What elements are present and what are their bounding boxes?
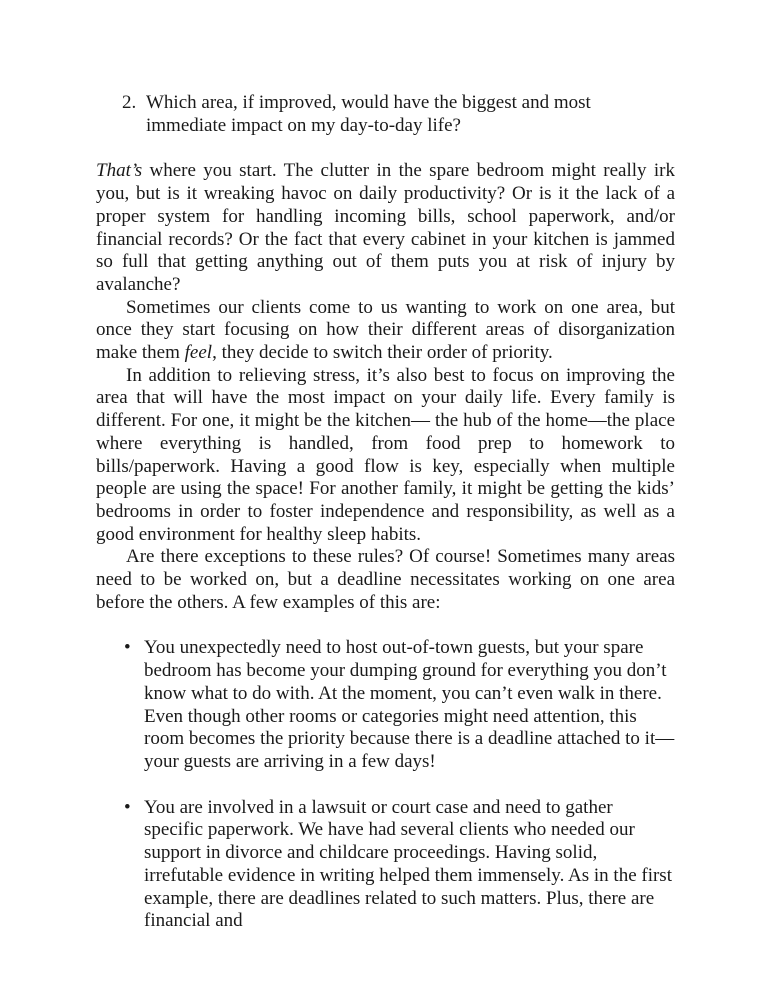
book-page: [96, 92, 675, 933]
list-number: 2.: [122, 92, 137, 113]
paragraph: [96, 546, 675, 614]
paragraph-text: Sometimes our clients come to us wanting to work on one area, but once they start focusing on how their different areas of disorganization make them: [96, 296, 675, 364]
bullet-list: [96, 637, 675, 932]
paragraph: [96, 160, 675, 296]
bullet-item: [124, 637, 675, 773]
bullet-item: [124, 797, 675, 933]
paragraph-text: , they decide to switch their order of priority.: [212, 342, 553, 364]
list-item-text: Which area, if improved, would have the biggest and most immediate impact on my day-to-day life?: [146, 92, 591, 136]
paragraph-text: In addition to relieving stress, it’s also best to focus on improving the area that will have the most impact on your daily life. Every family is different. For one, it might be the kitchen— the hub of the home—the place where everything is handled, from food prep to homework to bills/paperwork. Having a good flow is key, especially when multiple people are using the space! For another family, it might be getting the kids’ bedrooms in order to foster independence and responsibility, as well as a good environment for healthy sleep habits.: [96, 364, 675, 545]
bullet-text: You unexpectedly need to host out-of-town guests, but your spare bedroom has become your dumping ground for everything you don’t know what to do with. At the moment, you can’t even walk in there. Even though other rooms or categories might need attention, this room becomes the priority because there is a deadline attached to it—your guests are arriving in a few days!: [144, 637, 675, 772]
numbered-list-item: [122, 92, 675, 137]
bullet-symbol: •: [124, 637, 131, 659]
italic-emphasis: feel: [184, 342, 213, 364]
paragraph: [96, 365, 675, 547]
paragraph: [96, 297, 675, 365]
paragraph-text: where you start. The clutter in the spare bedroom might really irk you, but is it wreaking havoc on daily productivity? Or is it the lack of a proper system for handling incoming bills, school paperwork, and/or financial records? Or the fact that every cabinet in your kitchen is jammed so full that getting anything out of them puts you at risk of injury by avalanche?: [96, 160, 675, 295]
bullet-symbol: •: [124, 796, 131, 818]
bullet-text: You are involved in a lawsuit or court case and need to gather specific paperwork. We have had several clients who needed our support in divorce and childcare proceedings. Having solid, irrefutable evidence in writing helped them immensely. As in the first example, there are deadlines related to such matters. Plus, there are financial and: [144, 796, 672, 932]
italic-emphasis: That’s: [96, 160, 143, 182]
paragraph-text: Are there exceptions to these rules? Of course! Sometimes many areas need to be worked on, but a deadline necessitates working on one area before the others. A few examples of this are:: [96, 546, 675, 613]
